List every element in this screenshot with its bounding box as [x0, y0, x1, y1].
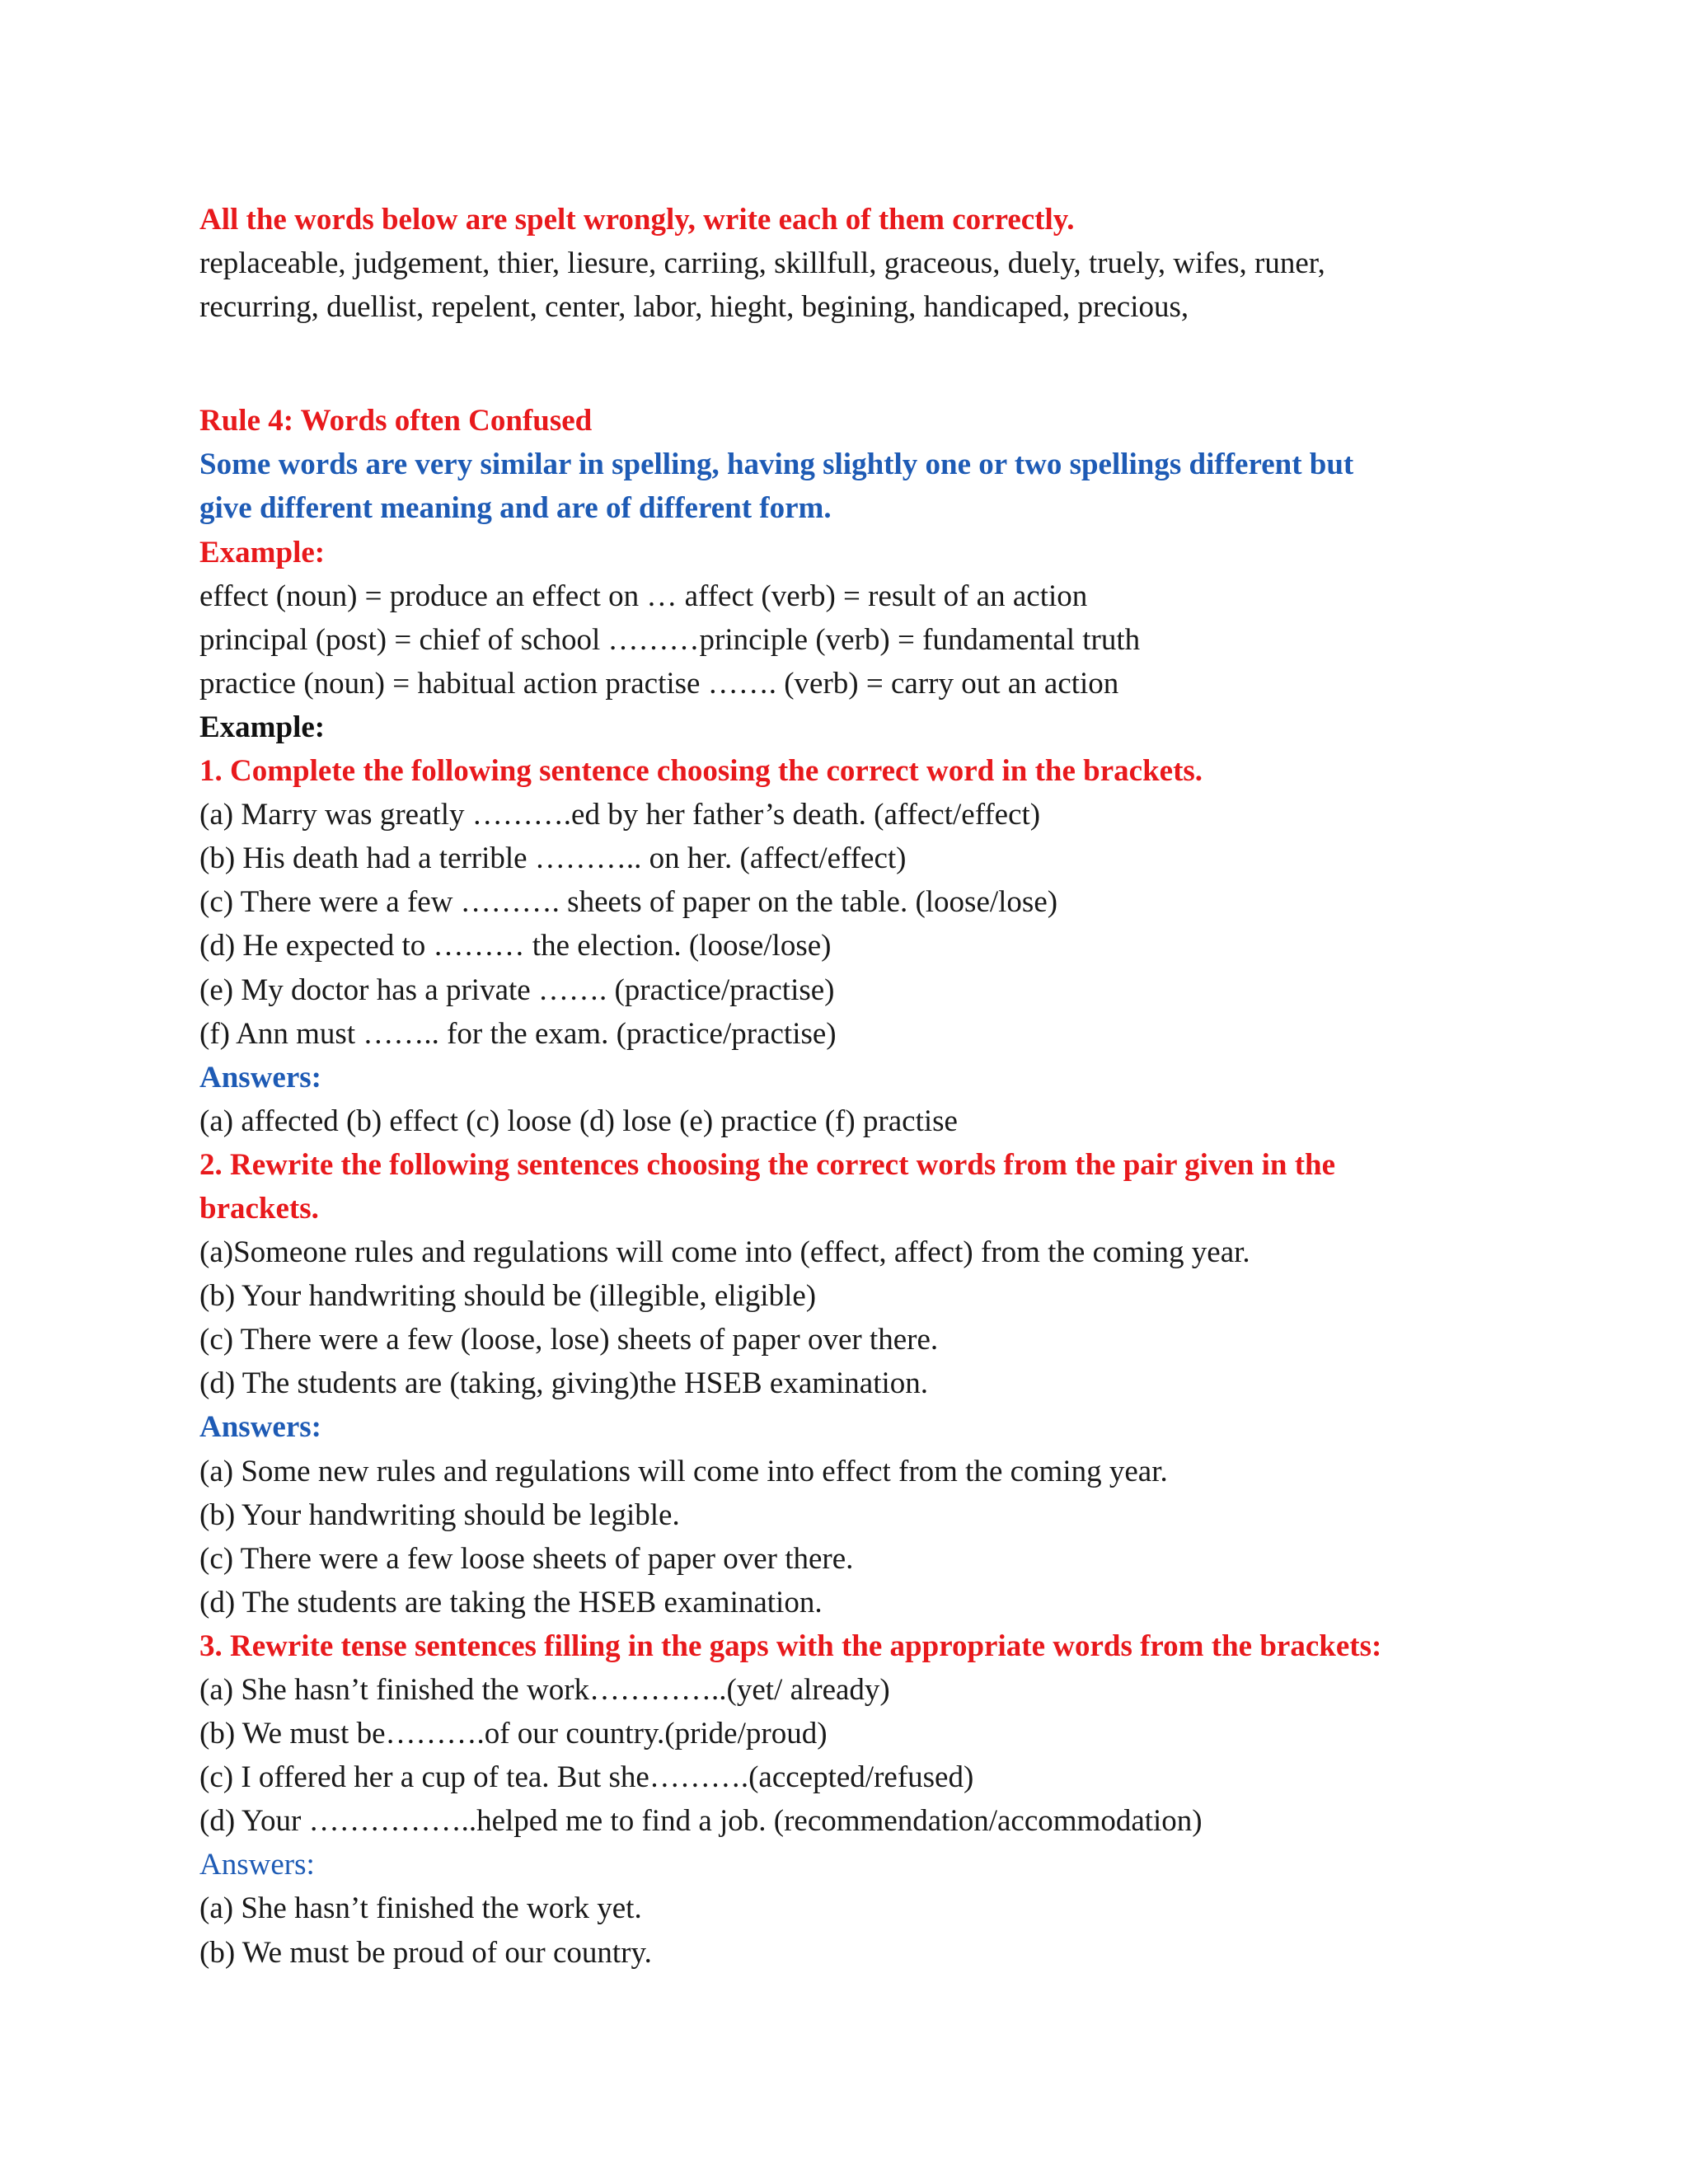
exercise-2-title-line-1: 2. Rewrite the following sentences choosing the correct words from the pair given in the — [199, 1147, 1336, 1182]
exercise-1-item: (f) Ann must …….. for the exam. (practice/practise) — [199, 1016, 837, 1051]
exercise-3-answers-label: Answers: — [199, 1848, 315, 1882]
exercise-3-answer: (a) She hasn’t finished the work yet. — [199, 1891, 642, 1926]
exercise-3-item: (b) We must be……….of our country.(pride/proud) — [199, 1717, 828, 1751]
exercise-1-item: (a) Marry was greatly ……….ed by her father’s death. (affect/effect) — [199, 798, 1041, 832]
spelling-words-line-1: replaceable, judgement, thier, liesure, carriing, skillfull, graceous, duely, truely, wifes, runer, — [199, 246, 1325, 281]
exercise-3-item: (c) I offered her a cup of tea. But she……….(accepted/refused) — [199, 1760, 974, 1795]
exercise-1-title: 1. Complete the following sentence choosing the correct word in the brackets. — [199, 754, 1203, 789]
exercise-3-item: (a) She hasn’t finished the work…………..(yet/ already) — [199, 1673, 890, 1707]
rule-4-title: Rule 4: Words often Confused — [199, 404, 593, 438]
exercise-2-item: (d) The students are (taking, giving)the HSEB examination. — [199, 1366, 929, 1401]
exercise-3-item: (d) Your ……………..helped me to find a job. (recommendation/accommodation) — [199, 1804, 1203, 1839]
exercise-2-answer: (a) Some new rules and regulations will come into effect from the coming year. — [199, 1454, 1168, 1488]
spelling-heading: All the words below are spelt wrongly, write each of them correctly. — [199, 203, 1075, 237]
exercise-2-item: (a)Someone rules and regulations will come into (effect, affect) from the coming year. — [199, 1235, 1250, 1270]
rule-4-description-line-1: Some words are very similar in spelling, having slightly one or two spellings different but — [199, 448, 1354, 482]
exercise-1-answers: (a) affected (b) effect (c) loose (d) lose (e) practice (f) practise — [199, 1104, 958, 1138]
exercise-2-title-line-2: brackets. — [199, 1191, 319, 1226]
exercise-2-answers-label: Answers: — [199, 1410, 321, 1445]
section-spacer — [199, 329, 1518, 373]
exercise-1-item: (c) There were a few ………. sheets of paper on the table. (loose/lose) — [199, 885, 1058, 920]
example-line: effect (noun) = produce an effect on … affect (verb) = result of an action — [199, 579, 1088, 613]
exercise-1-item: (b) His death had a terrible ……….. on her. (affect/effect) — [199, 841, 907, 876]
section-spacer — [199, 373, 1518, 399]
document-content — [199, 198, 1518, 1975]
rule-4-description-line-2: give different meaning and are of different form. — [199, 491, 832, 526]
exercise-2-item: (b) Your handwriting should be (illegible, eligible) — [199, 1279, 817, 1314]
exercise-1-answers-label: Answers: — [199, 1060, 321, 1094]
exercise-2-answer: (c) There were a few loose sheets of paper over there. — [199, 1541, 854, 1576]
exercise-3-title: 3. Rewrite tense sentences filling in the gaps with the appropriate words from the brackets: — [199, 1629, 1382, 1663]
exercise-1-item: (d) He expected to ……… the election. (loose/lose) — [199, 929, 832, 963]
exercise-2-answer: (b) Your handwriting should be legible. — [199, 1497, 680, 1532]
example-label-2: Example: — [199, 710, 326, 744]
spelling-words-line-2: recurring, duellist, repelent, center, labor, hieght, begining, handicaped, precious, — [199, 290, 1189, 325]
exercise-3-answer: (b) We must be proud of our country. — [199, 1935, 652, 1970]
exercise-2-item: (c) There were a few (loose, lose) sheets of paper over there. — [199, 1323, 939, 1357]
example-line: principal (post) = chief of school ………principle (verb) = fundamental truth — [199, 622, 1141, 657]
exercise-2-answer: (d) The students are taking the HSEB examination. — [199, 1585, 823, 1619]
example-line: practice (noun) = habitual action practise ……. (verb) = carry out an action — [199, 666, 1119, 701]
exercise-1-item: (e) My doctor has a private ……. (practice/practise) — [199, 972, 835, 1007]
example-label: Example: — [199, 535, 326, 569]
